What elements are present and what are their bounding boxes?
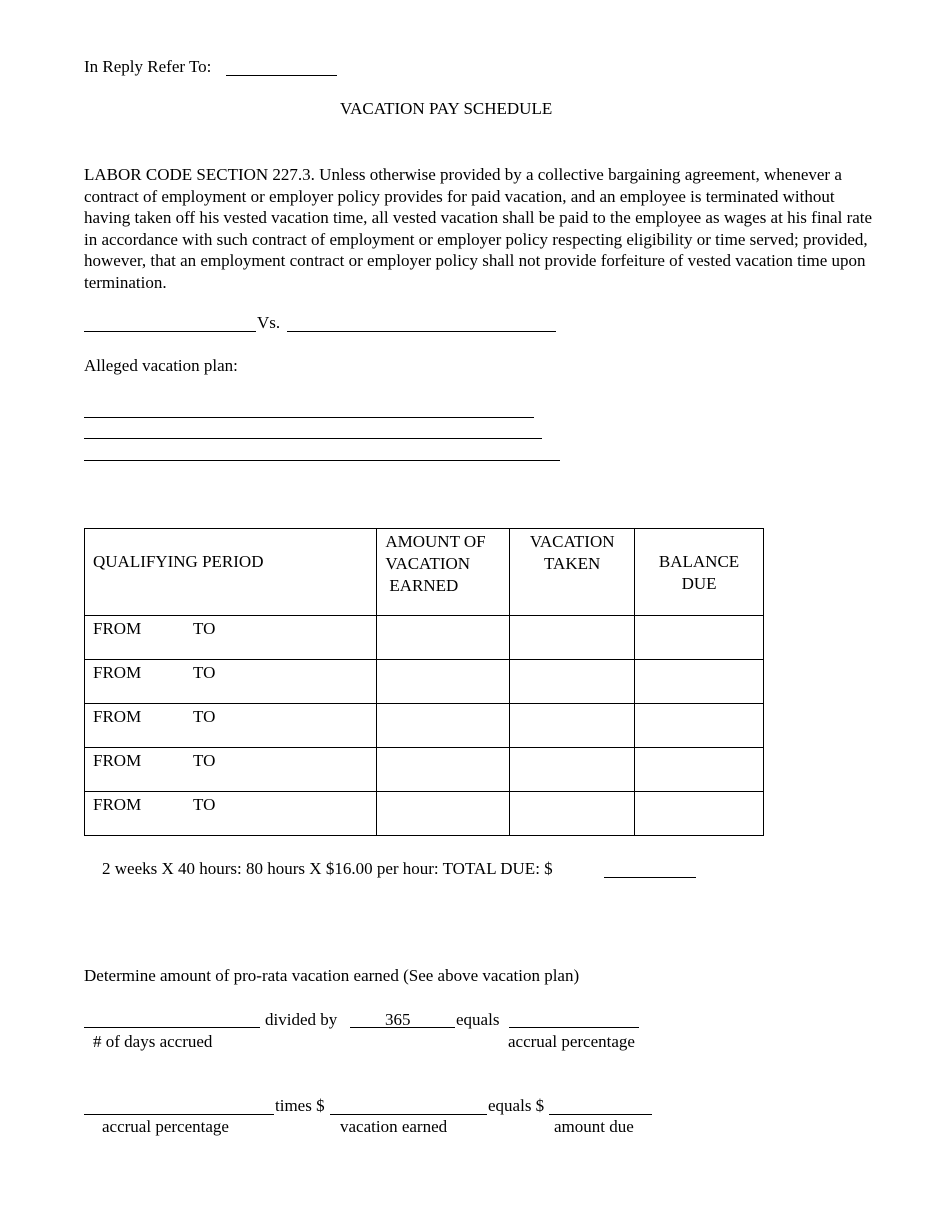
to-label: TO [193, 619, 216, 638]
prorata-heading: Determine amount of pro-rata vacation earned (See above vacation plan) [84, 966, 580, 985]
earned-cell[interactable] [377, 792, 510, 836]
taken-cell[interactable] [510, 704, 635, 748]
to-label: TO [193, 751, 216, 770]
plan-line-2[interactable] [84, 438, 542, 439]
vacation-earned-caption: vacation earned [340, 1117, 448, 1136]
from-label: FROM [93, 707, 142, 726]
accrual-percentage-field-2[interactable] [84, 1114, 274, 1115]
from-label: FROM [93, 619, 142, 638]
respondent-field[interactable] [287, 331, 556, 332]
days-accrued-field[interactable] [84, 1027, 260, 1028]
to-label: TO [193, 795, 216, 814]
earned-cell[interactable] [377, 748, 510, 792]
balance-cell[interactable] [635, 792, 764, 836]
table-row [85, 704, 764, 748]
balance-cell[interactable] [635, 616, 764, 660]
to-label: TO [193, 663, 216, 682]
balance-cell[interactable] [635, 704, 764, 748]
header-balance-due: BALANCE DUE [635, 529, 764, 616]
times-label: times $ [275, 1096, 325, 1115]
table-row [85, 616, 764, 660]
plan-line-1[interactable] [84, 417, 534, 418]
total-due-label: 2 weeks X 40 hours: 80 hours X $16.00 per hour: TOTAL DUE: $ [102, 859, 553, 878]
header-qualifying-period: QUALIFYING PERIOD [85, 529, 377, 616]
equals-dollar-label: equals $ [488, 1096, 545, 1115]
accrual-percentage-caption: accrual percentage [508, 1032, 635, 1051]
from-label: FROM [93, 751, 142, 770]
plan-label: Alleged vacation plan: [84, 356, 238, 375]
page-title: VACATION PAY SCHEDULE [340, 99, 553, 118]
days-accrued-caption: # of days accrued [93, 1032, 213, 1051]
reply-refer-field[interactable] [226, 75, 337, 76]
table-row [85, 748, 764, 792]
vs-label: Vs. [257, 313, 281, 332]
divided-by-label: divided by [265, 1010, 338, 1029]
earned-cell[interactable] [377, 616, 510, 660]
table-row [85, 660, 764, 704]
table-row [85, 792, 764, 836]
table-header-row [85, 529, 764, 616]
taken-cell[interactable] [510, 660, 635, 704]
taken-cell[interactable] [510, 748, 635, 792]
taken-cell[interactable] [510, 616, 635, 660]
from-label: FROM [93, 663, 142, 682]
header-vacation-taken: VACATION TAKEN [510, 529, 635, 616]
accrual-percentage-field[interactable] [509, 1027, 639, 1028]
vacation-earned-field[interactable] [330, 1114, 487, 1115]
claimant-field[interactable] [84, 331, 256, 332]
taken-cell[interactable] [510, 792, 635, 836]
amount-due-caption: amount due [554, 1117, 634, 1136]
balance-cell[interactable] [635, 748, 764, 792]
from-label: FROM [93, 795, 142, 814]
earned-cell[interactable] [377, 704, 510, 748]
plan-line-3[interactable] [84, 460, 560, 461]
earned-cell[interactable] [377, 660, 510, 704]
to-label: TO [193, 707, 216, 726]
equals-label: equals [456, 1010, 500, 1029]
amount-due-field[interactable] [549, 1114, 652, 1115]
total-due-field[interactable] [604, 877, 696, 878]
header-amount-earned: AMOUNT OF VACATION EARNED [377, 529, 510, 616]
divisor-value: 365 [385, 1010, 411, 1029]
statute-paragraph: LABOR CODE SECTION 227.3. Unless otherwise provided by a collective bargaining agreement, whenever a contract of employment or employer policy provides for paid vacation, and an employee is terminated without having taken off his vested vacation time, all vested vacation shall be paid to the employee as wages at his final rate in accordance with such contract of employment or employer policy respecting eligibility or time served; provided, however, that an employment contract or employer policy shall not provide forfeiture of vested vacation time upon termination. [84, 165, 873, 292]
vacation-schedule-table [84, 528, 764, 836]
reply-refer-label: In Reply Refer To: [84, 57, 212, 76]
accrual-percentage-caption-2: accrual percentage [102, 1117, 229, 1136]
balance-cell[interactable] [635, 660, 764, 704]
